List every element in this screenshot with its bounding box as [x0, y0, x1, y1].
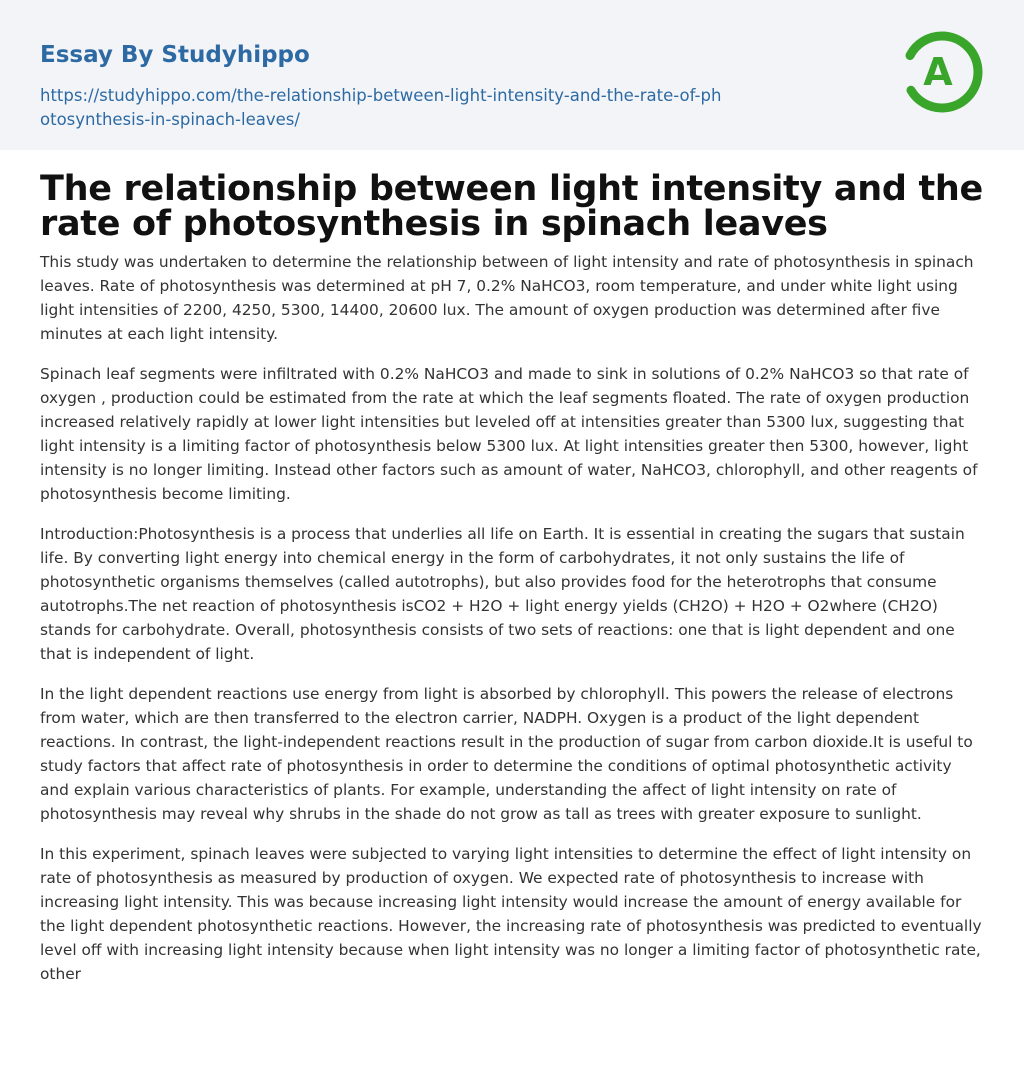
essay-paragraph-3: Introduction:Photosynthesis is a process that underlies all life on Earth. It is essential in creating the sugars that sustain life. By converting light energy into chemical energy in the form of carbohydrates, it not only sustains the life of photosynthetic organisms themselves (called autotrophs), but also provides food for the heterotrophs that consume autotrophs.The net reaction of photosynthesis isCO2 + H2O + light energy yields (CH2O) + H2O + O2where (CH2O) stands for carbohydrate. Overall, photosynthesis consists of two sets of reactions: one that is light dependent and one that is independent of light.	[40, 525, 965, 663]
essay-content	[0, 169, 1024, 986]
essay-paragraph-1: This study was undertaken to determine the relationship between of light intensity and rate of photosynthesis in spinach leaves. Rate of photosynthesis was determined at pH 7, 0.2% NaHCO3, room temperature, and under white light using light intensities of 2200, 4250, 5300, 14400, 20600 lux. The amount of oxygen production was determined after five minutes at each light intensity.	[40, 253, 974, 343]
essay-paragraph-5: In this experiment, spinach leaves were subjected to varying light intensities to determine the effect of light intensity on rate of photosynthesis as measured by production of oxygen. We expected rate of photosynthesis to increase with increasing light intensity. This was because increasing light intensity would increase the amount of energy available for the light dependent photosynthetic reactions. However, the increasing rate of photosynthesis was predicted to eventually level off with increasing light intensity because when light intensity was no longer a limiting factor of photosynthetic rate, other	[40, 845, 982, 983]
source-url-link[interactable]: https://studyhippo.com/the-relationship-between-light-intensity-and-the-rate-of-photosynthesis-in-spinach-leaves/	[40, 86, 722, 129]
brand-title[interactable]: Essay By Studyhippo	[40, 42, 310, 68]
essay-paragraph-4: In the light dependent reactions use energy from light is absorbed by chlorophyll. This powers the release of electrons from water, which are then transferred to the electron carrier, NADPH. Oxygen is a product of the light dependent reactions. In contrast, the light-independent reactions result in the production of sugar from carbon dioxide.It is useful to study factors that affect rate of photosynthesis in order to determine the conditions of optimal photosynthetic activity and explain various characteristics of plants. For example, understanding the affect of light intensity on rate of photosynthesis may reveal why shrubs in the shade do not grow as tall as trees with greater exposure to sunlight.	[40, 685, 973, 823]
studyhippo-logo-icon[interactable]	[898, 28, 986, 116]
essay-title: The relationship between light intensity and the rate of photosynthesis in spinach leaves	[40, 169, 983, 244]
logo-letter: A	[923, 50, 953, 94]
essay-paragraph-2: Spinach leaf segments were infiltrated with 0.2% NaHCO3 and made to sink in solutions of 0.2% NaHCO3 so that rate of oxygen , production could be estimated from the rate at which the leaf segments floated. The rate of oxygen production increased relatively rapidly at lower light intensities but leveled off at intensities greater than 5300 lux, suggesting that light intensity is a limiting factor of photosynthesis below 5300 lux. At light intensities greater then 5300, however, light intensity is no longer limiting. Instead other factors such as amount of water, NaHCO3, chlorophyll, and other reagents of photosynthesis become limiting.	[40, 365, 978, 503]
site-header	[0, 0, 1024, 150]
